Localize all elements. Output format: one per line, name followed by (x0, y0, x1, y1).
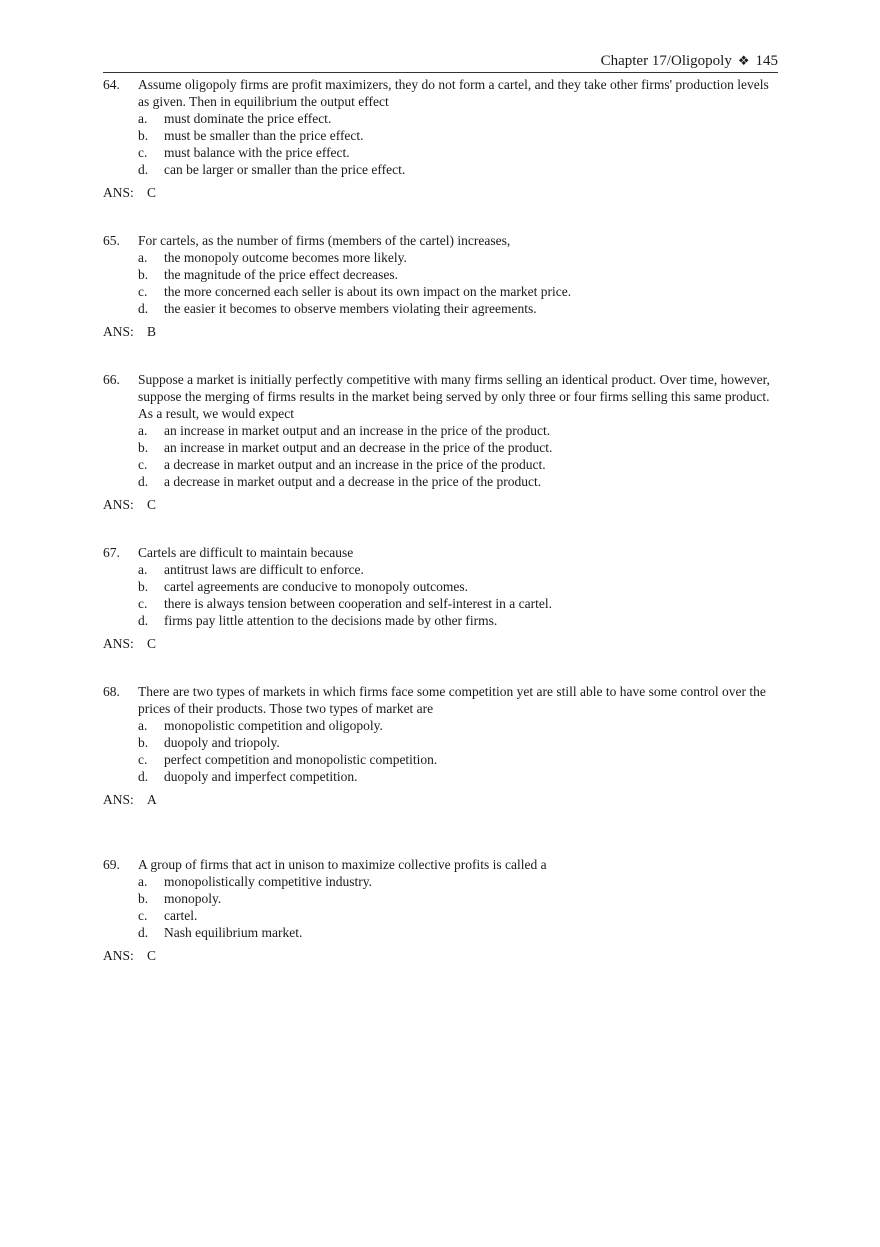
option-text: duopoly and triopoly. (164, 735, 280, 750)
question-item (103, 856, 778, 964)
option-letter: b. (138, 440, 149, 455)
question-text: A group of firms that act in unison to maximize collective profits is called a (138, 857, 547, 872)
answer-label: ANS: (103, 324, 134, 339)
option-letter: b. (138, 579, 149, 594)
option-text: must be smaller than the price effect. (164, 128, 364, 143)
answer-option (103, 161, 778, 178)
answer-value: C (147, 636, 157, 651)
answer-option (103, 612, 778, 629)
question-number: 65. (103, 233, 120, 248)
option-letter: b. (138, 128, 149, 143)
option-text: Nash equilibrium market. (164, 925, 303, 940)
question-item (103, 683, 778, 808)
answer-label: ANS: (103, 948, 134, 963)
answer-value: A (147, 792, 157, 807)
option-text: an increase in market output and an increase in the price of the product. (164, 423, 551, 438)
answer-option (103, 578, 778, 595)
answer-option (103, 734, 778, 751)
option-text: perfect competition and monopolistic competition. (164, 752, 438, 767)
option-letter: a. (138, 874, 148, 889)
answer-option (103, 144, 778, 161)
option-text: the more concerned each seller is about its own impact on the market price. (164, 284, 572, 299)
option-text: the monopoly outcome becomes more likely. (164, 250, 407, 265)
answer-option (103, 422, 778, 439)
option-letter: a. (138, 562, 148, 577)
option-text: the magnitude of the price effect decreases. (164, 267, 399, 282)
answer-label: ANS: (103, 792, 134, 807)
option-text: must balance with the price effect. (164, 145, 350, 160)
answer-option (103, 456, 778, 473)
answer-label: ANS: (103, 185, 134, 200)
answer-option (103, 561, 778, 578)
question-text: Suppose a market is initially perfectly competitive with many firms selling an identical product. Over time, however, suppose the merging of firms results in the market being served by only three or four firms selling this same product. As a result, we would expect (138, 372, 770, 421)
question-number: 69. (103, 857, 120, 872)
option-letter: c. (138, 752, 148, 767)
answer-key (103, 323, 778, 340)
answer-key (103, 947, 778, 964)
chapter-title: Chapter 17/Oligopoly (600, 53, 732, 69)
answer-key (103, 496, 778, 513)
question-number: 66. (103, 372, 120, 387)
option-letter: d. (138, 301, 149, 316)
answer-option (103, 717, 778, 734)
answer-value: B (147, 324, 157, 339)
page-header (103, 51, 778, 73)
answer-option (103, 768, 778, 785)
answer-option (103, 249, 778, 266)
question-text: For cartels, as the number of firms (members of the cartel) increases, (138, 233, 511, 248)
option-text: a decrease in market output and an increase in the price of the product. (164, 457, 546, 472)
option-letter: a. (138, 718, 148, 733)
question-item (103, 76, 778, 201)
question-number: 64. (103, 77, 120, 92)
question-text: There are two types of markets in which firms face some competition yet are still able to have some control over the prices of their products. Those two types of market are (138, 684, 766, 716)
answer-option (103, 127, 778, 144)
option-letter: a. (138, 111, 148, 126)
option-letter: a. (138, 423, 148, 438)
question-number: 68. (103, 684, 120, 699)
answer-option (103, 473, 778, 490)
option-text: duopoly and imperfect competition. (164, 769, 358, 784)
option-text: monopolistically competitive industry. (164, 874, 372, 889)
option-text: antitrust laws are difficult to enforce. (164, 562, 364, 577)
option-text: the easier it becomes to observe members violating their agreements. (164, 301, 537, 316)
option-letter: d. (138, 474, 149, 489)
answer-value: C (147, 185, 157, 200)
option-text: cartel. (164, 908, 198, 923)
question-list (103, 76, 778, 964)
answer-option (103, 595, 778, 612)
option-text: an increase in market output and an decrease in the price of the product. (164, 440, 553, 455)
answer-key (103, 184, 778, 201)
option-letter: a. (138, 250, 148, 265)
option-letter: d. (138, 925, 149, 940)
option-letter: c. (138, 596, 148, 611)
option-letter: c. (138, 457, 148, 472)
option-letter: d. (138, 162, 149, 177)
question-number: 67. (103, 545, 120, 560)
option-text: there is always tension between cooperation and self-interest in a cartel. (164, 596, 552, 611)
option-text: must dominate the price effect. (164, 111, 332, 126)
answer-option (103, 873, 778, 890)
question-item (103, 232, 778, 340)
option-letter: b. (138, 891, 149, 906)
answer-option (103, 924, 778, 941)
answer-key (103, 635, 778, 652)
answer-label: ANS: (103, 636, 134, 651)
answer-key (103, 791, 778, 808)
option-text: cartel agreements are conducive to monopoly outcomes. (164, 579, 469, 594)
option-letter: c. (138, 145, 148, 160)
answer-option (103, 300, 778, 317)
diamond-separator-icon: ❖ (737, 53, 750, 68)
question-text: Assume oligopoly firms are profit maximizers, they do not form a cartel, and they take other firms' production levels as given. Then in equilibrium the output effect (138, 77, 769, 109)
answer-option (103, 751, 778, 768)
answer-value: C (147, 497, 157, 512)
option-letter: d. (138, 613, 149, 628)
option-text: can be larger or smaller than the price effect. (164, 162, 406, 177)
question-item (103, 544, 778, 652)
answer-label: ANS: (103, 497, 134, 512)
question-item (103, 371, 778, 513)
option-letter: b. (138, 735, 149, 750)
answer-value: C (147, 948, 157, 963)
answer-option (103, 266, 778, 283)
option-text: a decrease in market output and a decrease in the price of the product. (164, 474, 542, 489)
page-number: 145 (755, 53, 778, 69)
option-text: monopolistic competition and oligopoly. (164, 718, 383, 733)
option-letter: b. (138, 267, 149, 282)
option-text: firms pay little attention to the decisions made by other firms. (164, 613, 498, 628)
answer-option (103, 907, 778, 924)
answer-option (103, 890, 778, 907)
option-letter: c. (138, 284, 148, 299)
question-text: Cartels are difficult to maintain because (138, 545, 354, 560)
answer-option (103, 439, 778, 456)
answer-option (103, 110, 778, 127)
option-letter: d. (138, 769, 149, 784)
answer-option (103, 283, 778, 300)
option-text: monopoly. (164, 891, 222, 906)
option-letter: c. (138, 908, 148, 923)
